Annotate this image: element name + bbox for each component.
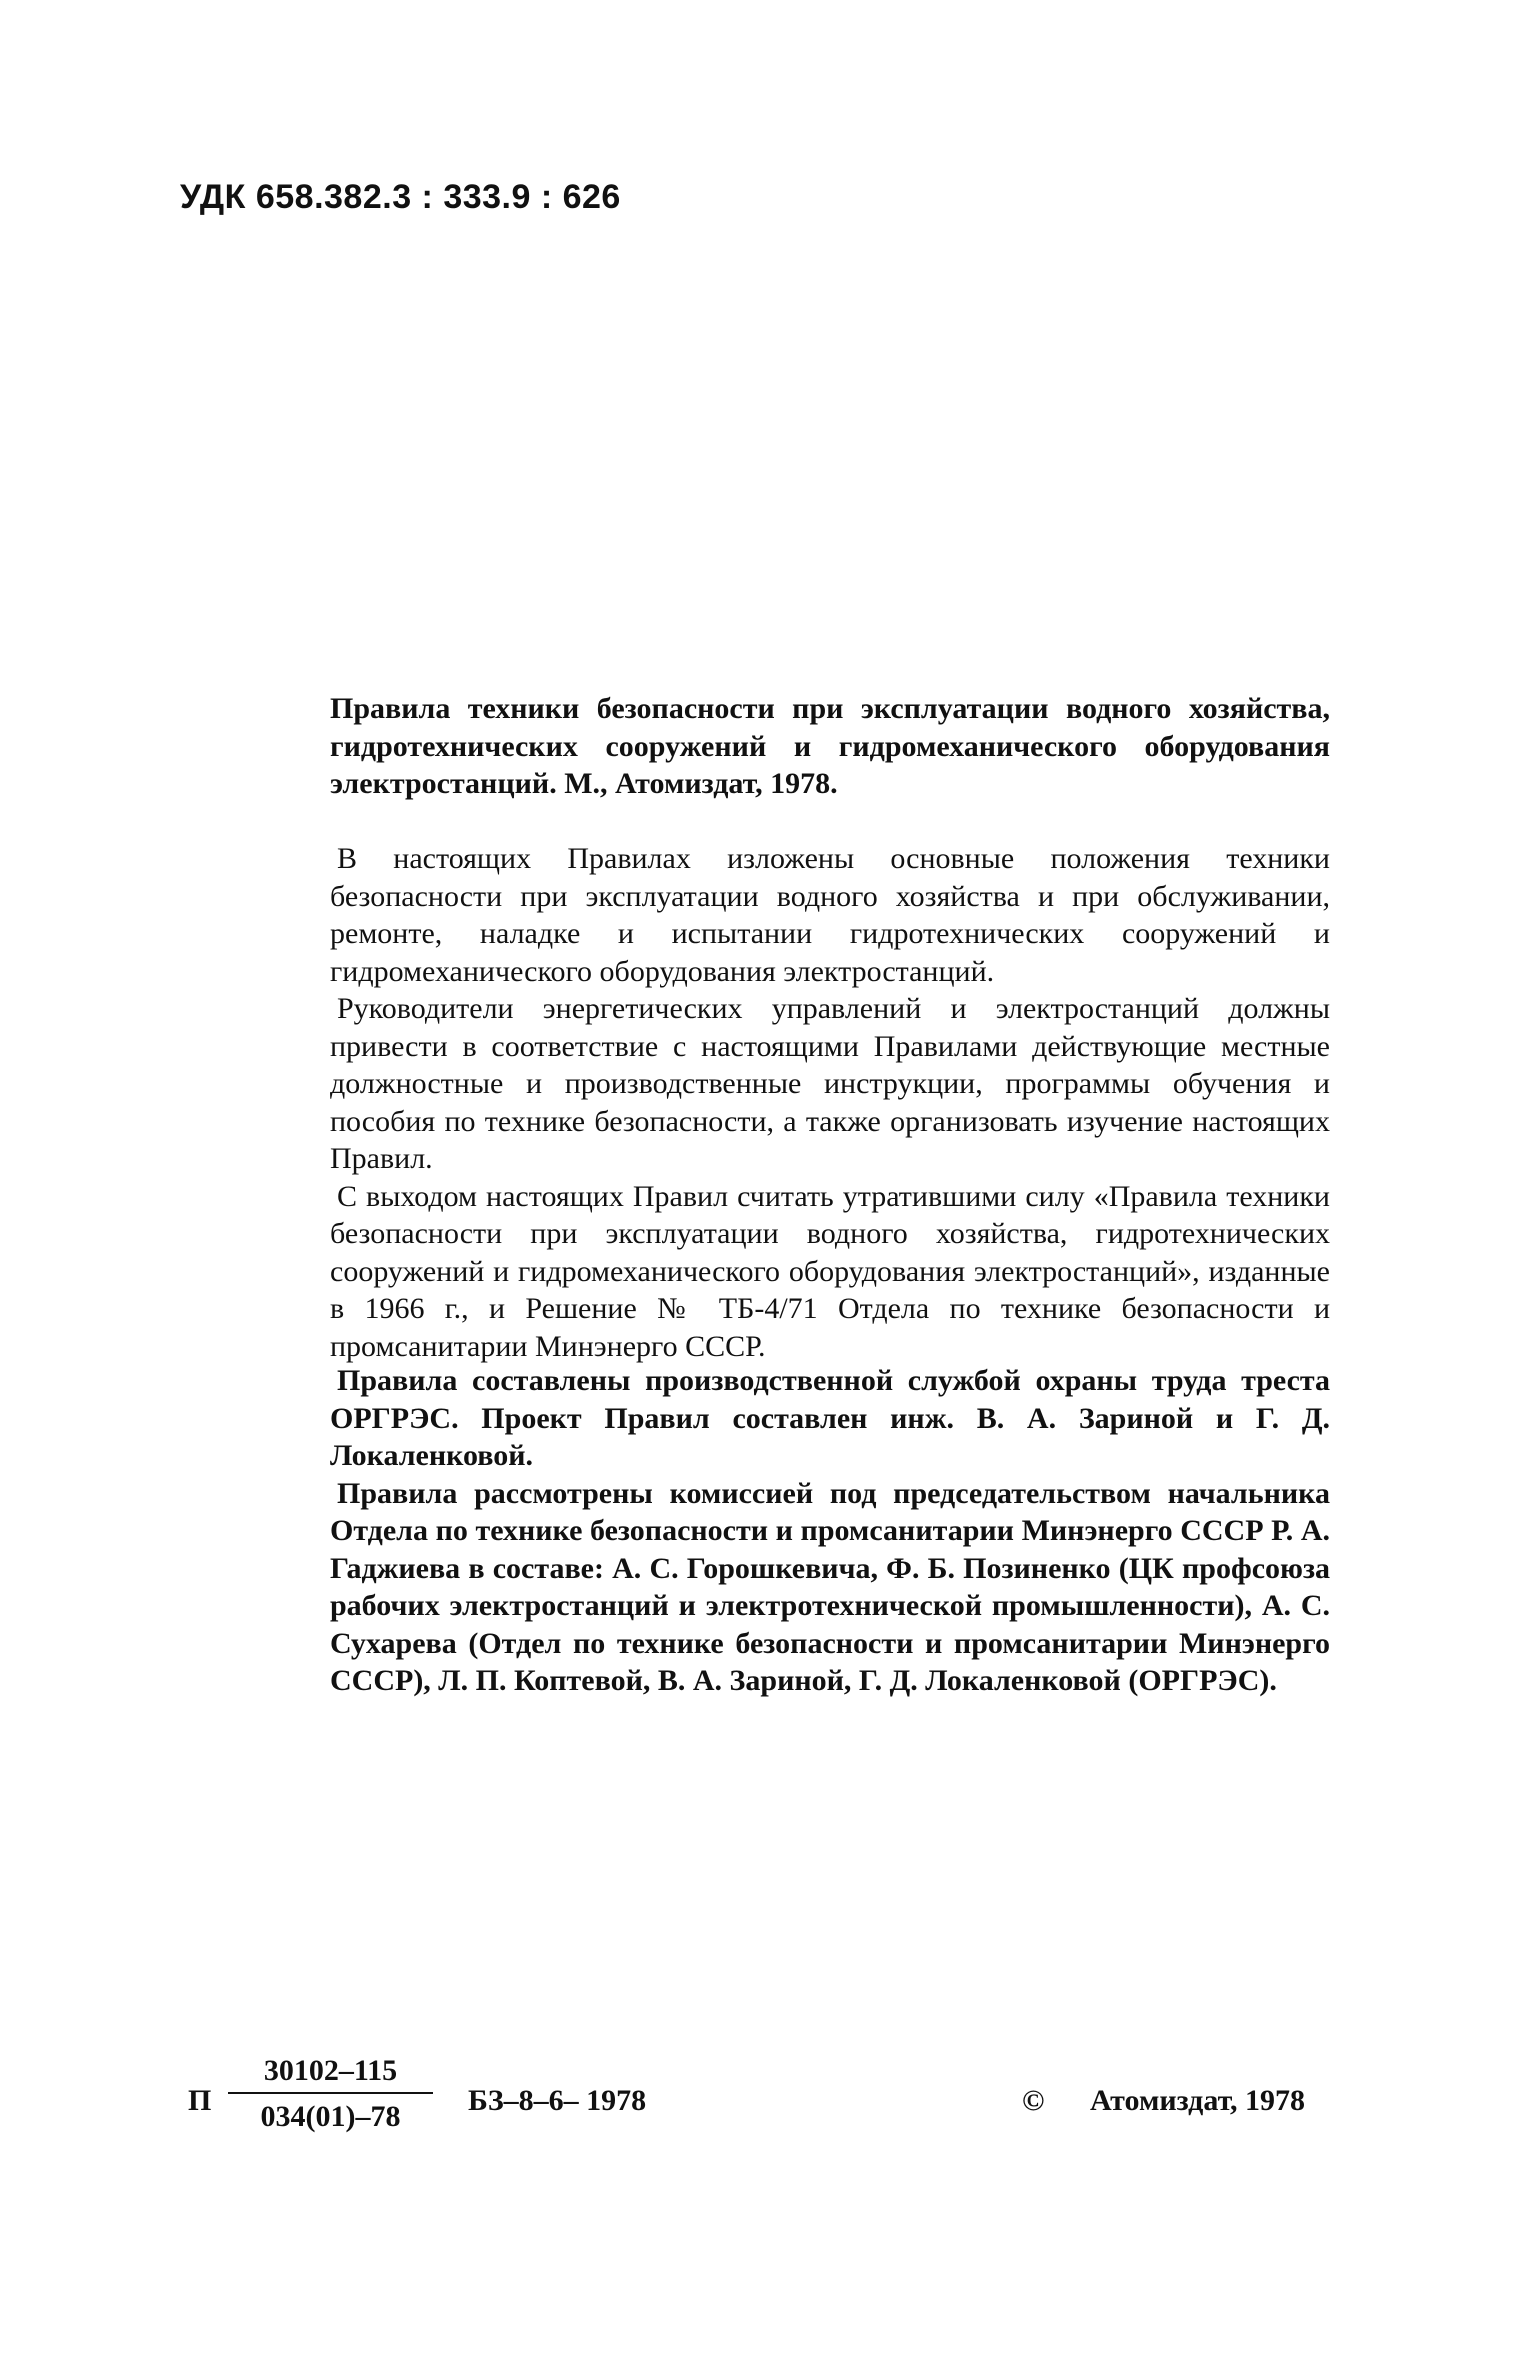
imprint-letter: П — [188, 2084, 212, 2117]
credits-paragraph-1: Правила составлены производственной службой охраны труда треста ОРГРЭС. Проект Правил составлен инж. В. А. Зариной и Г. Д. Локаленковой. — [330, 1364, 1330, 1472]
bibliographic-description — [330, 690, 1330, 803]
imprint-numerator: 30102–115 — [263, 2054, 398, 2087]
fraction-bar — [228, 2092, 433, 2094]
abstract-paragraph-1: В настоящих Правилах изложены основные положения техники безопасности при эксплуатации водного хозяйства и при обслуживании, ремонте, наладке и испытании гидротехнических сооружений и гидромеханического оборудования электростанций. — [330, 842, 1330, 988]
imprint-fraction — [228, 2052, 433, 2136]
credits — [330, 1362, 1330, 1700]
credits-paragraph-2: Правила рассмотрены комиссией под председательством начальника Отдела по технике безопасности и промсанитарии Минэнерго СССР Р. А. Гаджиева в составе: А. С. Горошкевича, Ф. Б. Позиненко (ЦК профсоюза рабочих электростанций и электротехнической промышленности), А. С. Сухарева (Отдел по технике безопасности и промсанитарии Минэнерго СССР), Л. П. Коптевой, В. А. Зариной, Г. Д. Локаленковой (ОРГРЭС). — [330, 1476, 1330, 1697]
imprint-line — [0, 2054, 1535, 2150]
abstract — [330, 840, 1330, 1365]
abstract-paragraph-3: С выходом настоящих Правил считать утратившими силу «Правила техники безопасности при эксплуатации водного хозяйства, гидротехнических сооружений и гидромеханического оборудования электростанций», изданные в 1966 г., и Решение № ТБ-4/71 Отдела по технике безопасности и промсанитарии Минэнерго СССР. — [330, 1179, 1330, 1363]
bibliographic-text: Правила техники безопасности при эксплуатации водного хозяйства, гидротехнических сооружений и гидромеханического оборудования электростанций. М., Атомиздат, 1978. — [330, 692, 1330, 800]
copyright-text: Атомиздат, 1978 — [1090, 2084, 1306, 2117]
imprint-code: БЗ–8–6– 1978 — [468, 2084, 647, 2117]
udk-code: УДК 658.382.3 : 333.9 : 626 — [180, 178, 621, 216]
copyright-icon: © — [1022, 2084, 1045, 2117]
imprint-denominator: 034(01)–78 — [260, 2100, 401, 2133]
abstract-paragraph-2: Руководители энергетических управлений и электростанций должны привести в соответствие с настоящими Правилами действующие местные должностные и производственные инструкции, программы обучения и пособия по технике безопасности, а также организовать изучение настоящих Правил. — [330, 992, 1330, 1175]
